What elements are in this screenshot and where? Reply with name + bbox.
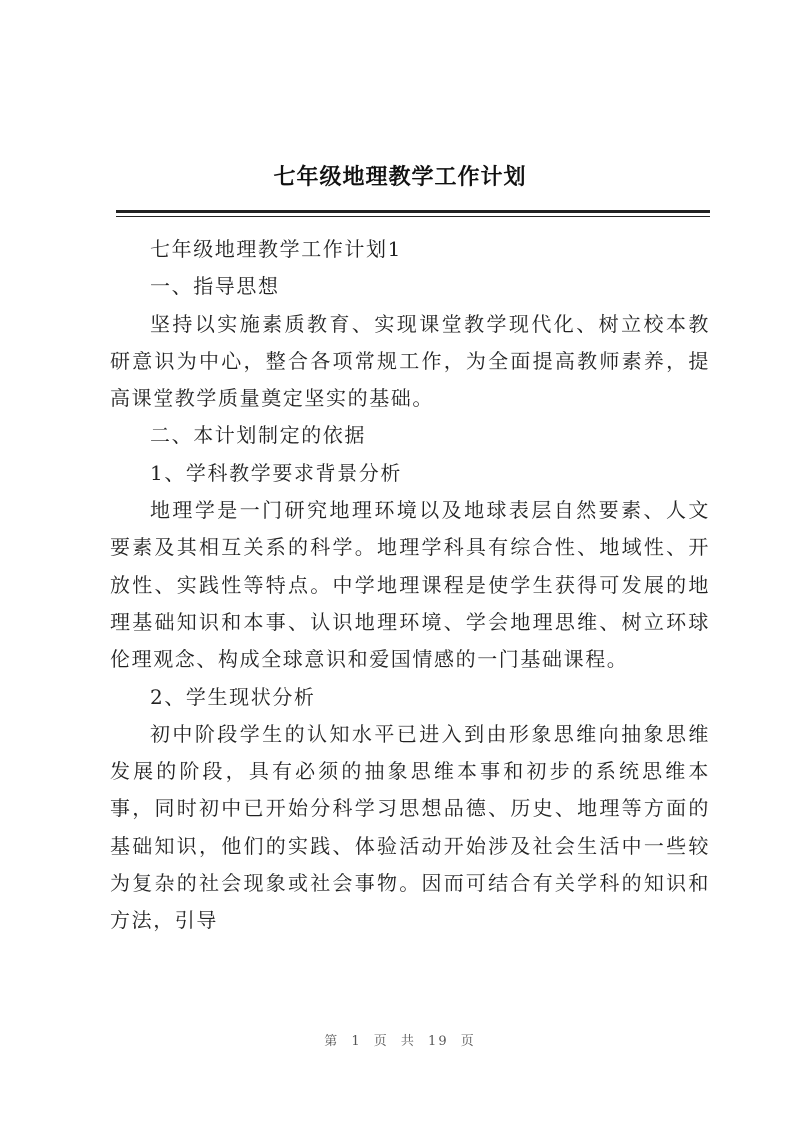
body-paragraph: 地理学是一门研究地理环境以及地球表层自然要素、人文要素及其相互关系的科学。地理学科具有综合性、地域性、开放性、实践性等特点。中学地理课程是使学生获得可发展的地理基础知识和本事、认识地理环境、学会地理思维、树立环球伦理观念、构成全球意识和爱国情感的一门基础课程。	[110, 498, 710, 672]
subsection-heading: 2、学生现状分析	[150, 684, 316, 709]
title-divider-thick	[116, 210, 710, 213]
title-divider-thin	[116, 216, 710, 217]
body-paragraph: 初中阶段学生的认知水平已进入到由形象思维向抽象思维发展的阶段，具有必须的抽象思维本事和初步的系统思维本事，同时初中已开始分科学习思想品德、历史、地理等方面的基础知识，他们的实践、体验活动开始涉及社会生活中一些较为复杂的社会现象或社会事物。因而可结合有关学科的知识和方法，引导	[110, 721, 710, 933]
document-body	[110, 231, 710, 940]
page-number-footer: 第 1 页 共 19 页	[324, 1034, 476, 1049]
section-heading: 二、本计划制定的依据	[150, 423, 366, 448]
section-heading: 一、指导思想	[150, 274, 280, 299]
subsection-heading: 1、学科教学要求背景分析	[150, 460, 402, 485]
body-paragraph: 坚持以实施素质教育、实现课堂教学现代化、树立校本教研意识为中心，整合各项常规工作，为全面提高教师素养，提高课堂教学质量奠定坚实的基础。	[110, 311, 710, 411]
document-title: 七年级地理教学工作计划	[273, 164, 527, 190]
section-heading: 七年级地理教学工作计划1	[150, 237, 402, 261]
